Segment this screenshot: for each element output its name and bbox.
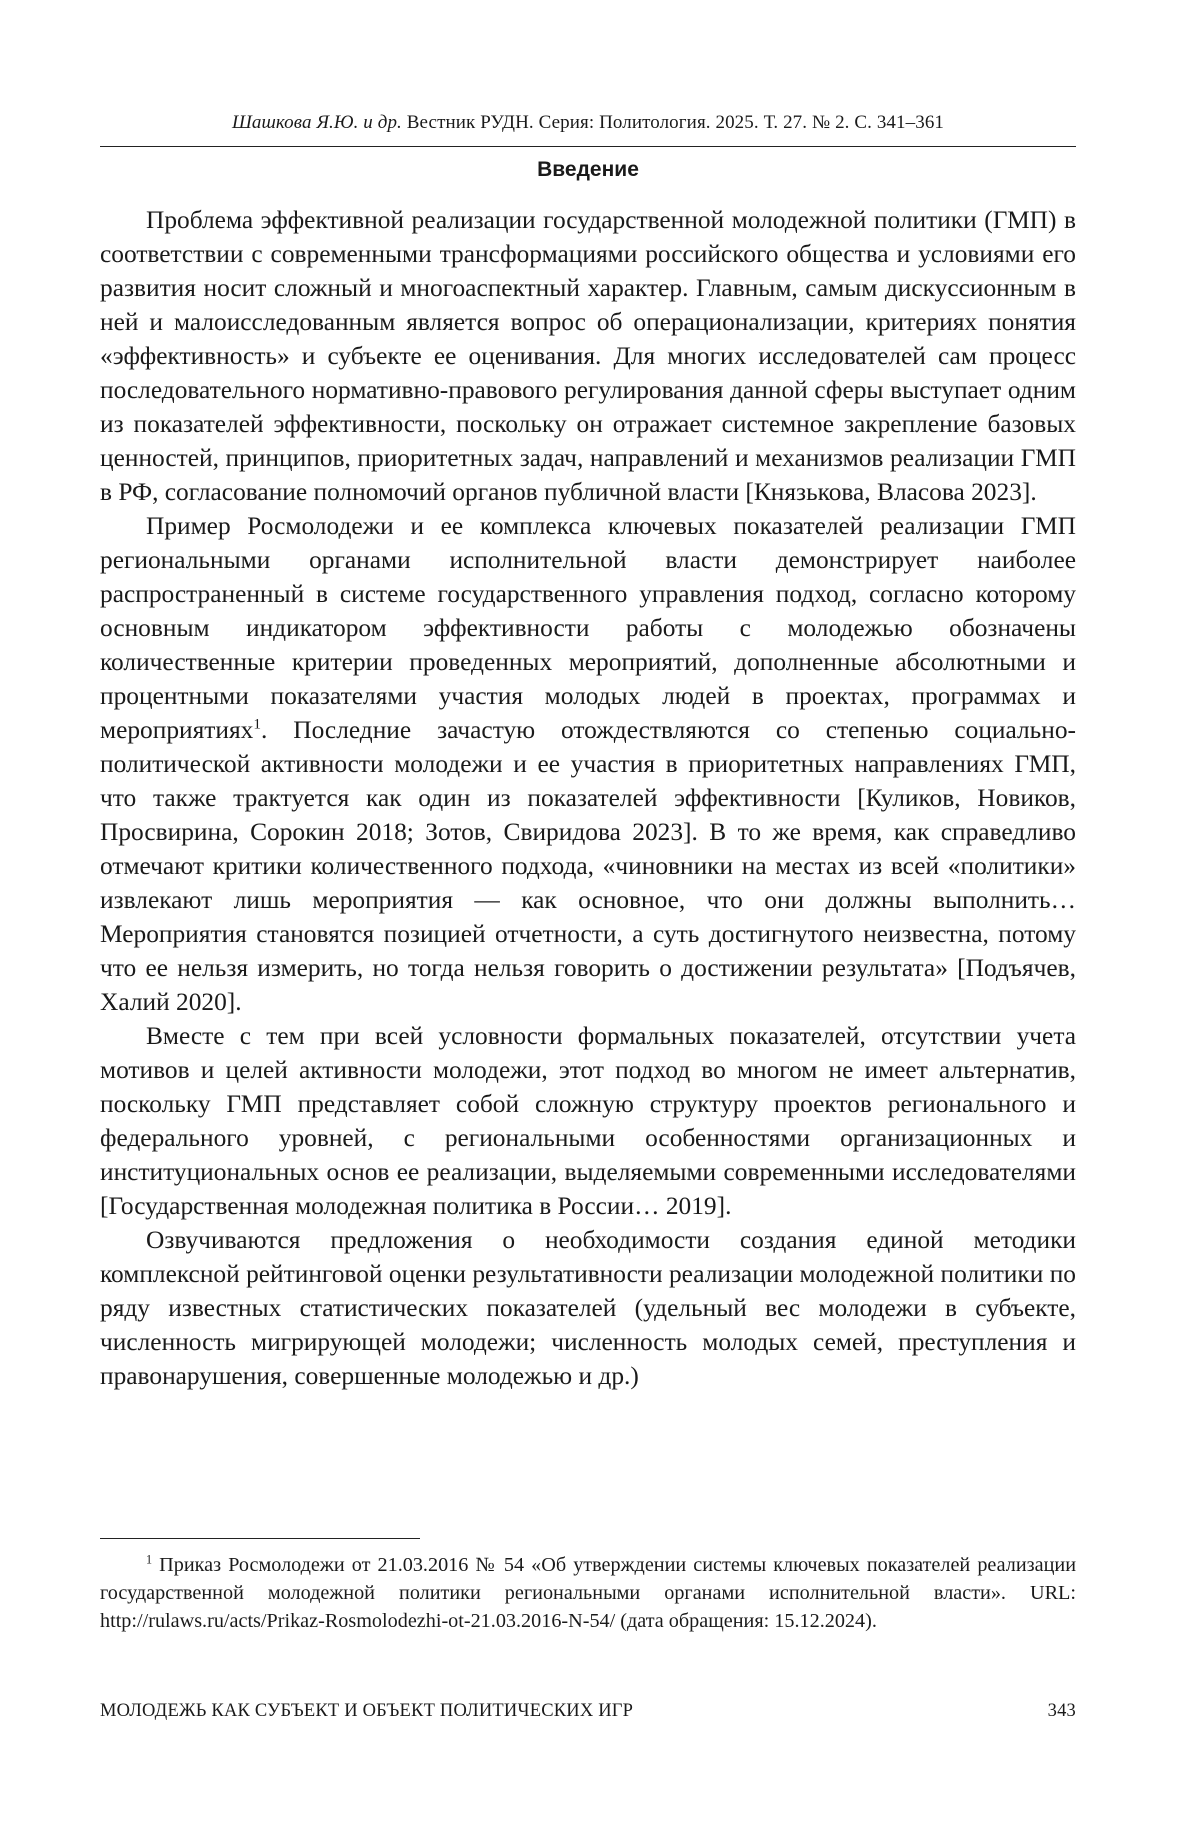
header-authors: Шашкова Я.Ю. и др. (232, 112, 402, 133)
footnote-text: Приказ Росмолодежи от 21.03.2016 № 54 «Об утверждении системы ключевых показа­телей реализации государственной молодежной политики региональными органами испол­нительной власти». URL: http://rulaws.ru/acts/Prikaz-Rosmolodezhi-ot-21.03.2016-N-54/ (дата обращения: 15.12.2024). (100, 1554, 1076, 1632)
header-rule (100, 146, 1076, 147)
paragraph-4: Озвучиваются предложения о необходимости создания единой методики комплексной рейтинговой оценки результативности реализации молодежной политики по ряду известных статистических показателей (удельный вес мо­лодежи в субъекте, численность мигрирующей молодежи; численность моло­дых семей, преступления и правонарушения, совершенные молодежью и др.) (100, 1223, 1076, 1393)
footer-section-title: МОЛОДЕЖЬ КАК СУБЪЕКТ И ОБЪЕКТ ПОЛИТИЧЕСКИХ ИГР (100, 1701, 633, 1722)
footnote-rule (100, 1538, 420, 1539)
paragraph-1: Проблема эффективной реализации государственной молодежной политики (ГМП) в соответствии с современными трансформациями российского общества и условиями его развития носит сложный и многоаспектный характер. Главным, самым дискуссионным в ней и малоисследованным является вопрос об операци­онализации, критериях понятия «эффективность» и субъекте ее оценивания. Для многих исследователей сам процесс последовательного нормативно-правового регулирования данной сферы выступает одним из показателей эффективности, поскольку он отражает системное закрепление базовых ценностей, принципов, приоритетных задач, направлений и механизмов реализации ГМП в РФ, согла­сование полномочий органов публичной власти [Князькова, Власова 2023]. (100, 203, 1076, 509)
section-title: Введение (100, 158, 1076, 182)
paragraph-2 (100, 509, 1076, 1019)
footnote-reference[interactable]: 1 (253, 716, 261, 733)
page-number: 343 (1048, 1701, 1076, 1722)
article-body (100, 203, 1076, 1393)
paragraph-2-text-b: . Последние зачастую отождествля­ются со степенью социально-политической активности молодежи и ее участия в приоритетных направлениях ГМП, что также трактуется как один из пока­зателей эффективности [Куликов, Новиков, Просвирина, Сорокин 2018; Зотов, Свиридова 2023]. В то же время, как справедливо отмечают критики количе­ственного подхода, «чиновники на местах из всей «политики» извлекают лишь мероприятия — как основное, что они должны выполнить… Мероприятия становятся позицией отчетности, а суть достигнутого неизвестна, потому что ее нельзя измерить, но тогда нельзя говорить о достижении результата» [Подъячев, Халий 2020]. (100, 716, 1076, 1016)
header-journal: Вестник РУДН. Серия: Политология. 2025. Т. 27. № 2. С. 341–361 (407, 112, 944, 133)
paragraph-2-text-a: Пример Росмолодежи и ее комплекса ключевых показателей реализации ГМП региональными органами исполнительной власти демонстрирует наи­более распространенный в системе государственного управления подход, со­гласно которому основным индикатором эффективности работы с молодежью обозначены количественные критерии проведенных мероприятий, дополнен­ные абсолютными и процентными показателями участия молодых людей в проектах, программах и мероприятиях (100, 512, 1076, 744)
footnote (100, 1551, 1076, 1635)
paragraph-3: Вместе с тем при всей условности формальных показателей, отсутствии учета мотивов и целей активности молодежи, этот подход во многом не име­ет альтернатив, поскольку ГМП представляет собой сложную структуру проектов регионального и федерального уровней, с региональными особен­ностями организационных и институциональных основ ее реализации, выделя­емыми современными исследователями [Государственная молодежная полити­ка в России… 2019]. (100, 1019, 1076, 1223)
footnote-1 (100, 1551, 1076, 1635)
journal-page (100, 0, 1076, 1834)
running-header (100, 112, 1076, 134)
footnote-number: 1 (146, 1552, 152, 1566)
